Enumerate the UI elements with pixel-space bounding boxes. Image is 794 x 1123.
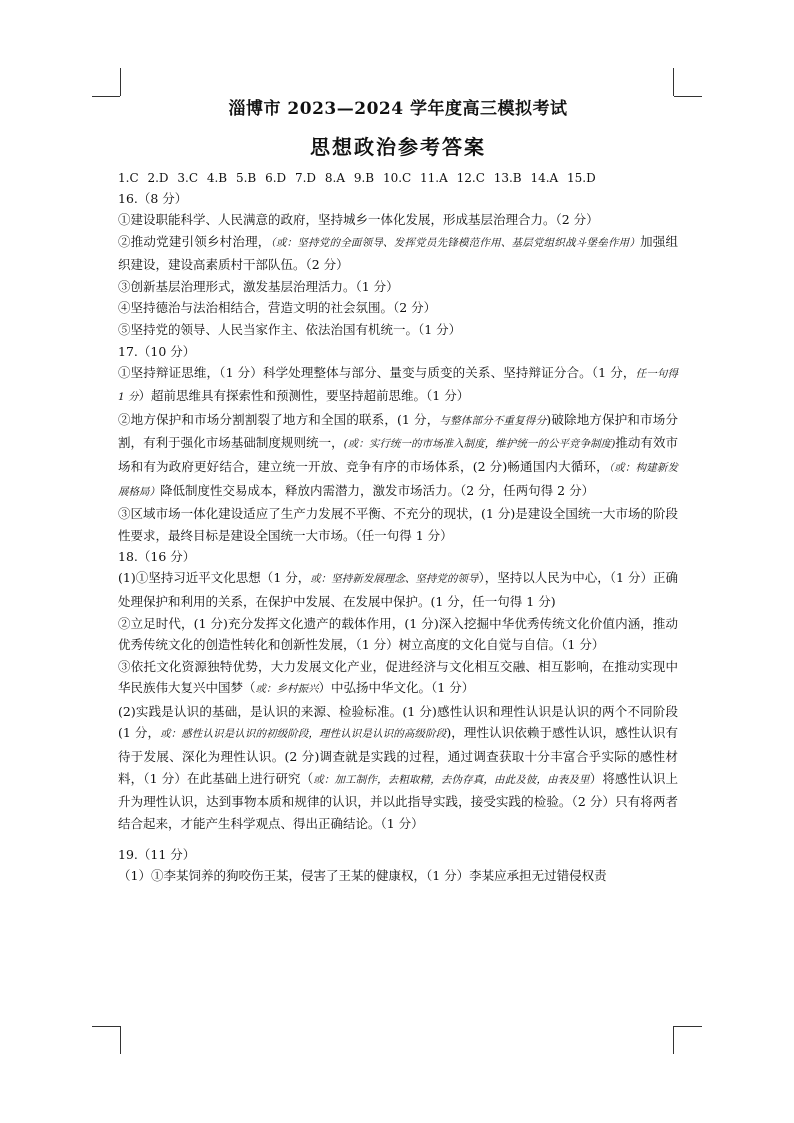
crop-mark-top-left — [120, 68, 121, 96]
q17-point-1-text-end: ）超前思维具有探索性和预测性，要坚持超前思维。（1 分） — [138, 388, 470, 404]
q17-point-2-text: 推动有效市场和有为政府更好结合，建立统一开放、竞争有序的市场体系，(2 分)畅通国内大循环， — [118, 435, 678, 474]
choice-answer: 6.D — [265, 171, 287, 185]
q16-point-2-text: ②推动党建引领乡村治理， — [118, 233, 271, 249]
choice-answers — [118, 168, 678, 188]
choice-answer: 2.D — [147, 171, 169, 185]
q17-point-2-text: ②地方保护和市场分割割裂了地方和全国的联系，(1 分， — [118, 411, 440, 427]
q17-point-2-note: （或：构建新发展格局） — [118, 461, 679, 498]
q16-heading: 16.（8 分） — [118, 191, 188, 206]
q16-point-4: ④坚持德治与法治相结合，营造文明的社会氛围。（2 分） — [118, 300, 437, 316]
q16-point-2-text-end: 加强组织建设，建设高素质村干部队伍。（2 分） — [118, 233, 678, 273]
q16-point-2-note: （或：坚持党的全面领导、发挥党员先锋模范作用、基层党组织战斗堡垒作用） — [270, 236, 641, 249]
q17-point-2-note: (或：实行统一的市场准入制度，维护统一的公平竞争制度) — [343, 438, 616, 451]
q18-text: ③依托文化资源独特优势，大力发展文化产业，促进经济与文化相互交融、相互影响，在推动实现中华民族伟大复兴中国梦（ — [118, 658, 678, 696]
q18-text: ），坚持以人民为中心，（1 分）正确处理保护和利用的关系，在保护中发展、在发展中保护。(1 分，任一句得 1 分) — [118, 570, 679, 609]
q18-heading: 18.（16 分） — [118, 549, 196, 565]
choice-answer: 14.A — [530, 171, 559, 185]
choice-answer: 9.B — [353, 171, 375, 185]
crop-mark-top-right — [673, 68, 674, 96]
crop-mark-bottom-left — [120, 1026, 121, 1054]
q19-part1: （1）①李某饲养的狗咬伤王某，侵害了王某的健康权，（1 分）李某应承担无过错侵权责 — [118, 868, 607, 884]
q17-point-2-text: )破除地方保护和市场分割，有利于强化市场基础制度规则统一， — [118, 411, 678, 451]
q18-part1-point-1 — [118, 567, 678, 612]
q18-part1-point-3 — [118, 656, 678, 701]
crop-mark-bottom-right — [674, 1026, 702, 1027]
q17-point-2 — [118, 409, 678, 503]
q18-note: 或：加工制作，去粗取精，去伪存真，由此及彼，由表及里 — [313, 773, 590, 786]
q18-note: 或：乡村振兴 — [255, 683, 319, 696]
q16-point-1: ①建设职能科学、人民满意的政府，坚持城乡一体化发展，形成基层治理合力。（2 分） — [118, 212, 599, 227]
q18-text: (2)实践是认识的基础，是认识的来源、检验标准。(1 分)感性认识和理性认识是认识的两个不同阶段(1 分， — [118, 703, 678, 741]
choice-answer: 8.A — [324, 171, 345, 185]
q17-point-1-note: 任一句得 1 分 — [118, 367, 679, 404]
document-subtitle: 思想政治参考答案 — [310, 135, 486, 159]
crop-mark-bottom-right — [673, 1026, 674, 1054]
q18-text: ）中弘扬中华文化。（1 分） — [318, 680, 475, 696]
crop-mark-top-left — [92, 96, 120, 97]
crop-mark-top-right — [674, 96, 702, 97]
q18-part1-point-2: ②立足时代，(1 分)充分发挥文化遗产的载体作用，(1 分)深入挖掘中华优秀传统文化价值内涵，推动优秀传统文化的创造性转化和创新性发展，（1 分）树立高度的文化自觉与自信。（1 分） — [118, 615, 678, 653]
choice-answer: 1.C — [118, 171, 139, 185]
choice-answer: 11.A — [420, 171, 448, 185]
q17-point-2-note: 与整体部分不重复得分 — [439, 414, 547, 427]
choice-answer: 4.B — [206, 171, 228, 185]
q17-point-2-text: 降低制度性交易成本，释放内需潜力，激发市场活力。（2 分，任两句得 2 分） — [160, 482, 595, 498]
spacer — [118, 834, 678, 844]
q19-heading: 19.（11 分） — [118, 847, 196, 863]
choice-answer: 12.C — [456, 171, 485, 185]
q17-point-3: ③区域市场一体化建设适应了生产力发展不平衡、不充分的现状，(1 分)是建设全国统一大市场的阶段性要求，最终目标是建设全国统一大市场。（任一句得 1 分） — [118, 506, 678, 543]
choice-answer: 15.D — [567, 171, 596, 185]
choice-answer: 3.C — [177, 171, 199, 185]
q18-part2 — [118, 701, 678, 835]
q16-point-2 — [118, 231, 678, 276]
q16-point-3: ③创新基层治理形式，激发基层治理活力。（1 分） — [118, 278, 399, 294]
q17-heading: 17.（10 分） — [118, 343, 196, 359]
q17-point-1-text: ①坚持辩证思维，（1 分）科学处理整体与部分、量变与质变的关系、坚持辩证分合。（1 分， — [118, 364, 636, 380]
q17-point-1 — [118, 362, 678, 409]
q16-point-5: ⑤坚持党的领导、人民当家作主、依法治国有机统一。（1 分） — [118, 321, 462, 337]
q18-note: 或：坚持新发展理念、坚持党的领导 — [310, 573, 479, 586]
document-title: 淄博市 2023—2024 学年度高三模拟考试 — [228, 99, 568, 119]
choice-answer: 7.D — [294, 171, 317, 185]
q18-text: )，理性认识依赖于感性认识，感性认识有待于发展、深化为理性认识。(2 分)调查就是实践的过程，通过调查获取十分丰富合乎实际的感性材料，（1 分）在此基础上进行研究（ — [118, 725, 678, 786]
choice-answer: 5.B — [235, 171, 257, 185]
choice-answer: 10.C — [382, 171, 412, 185]
q18-note: 或：感性认识是认识的初级阶段，理性认识是认识的高级阶段 — [160, 728, 447, 741]
answer-sheet — [118, 98, 678, 887]
q18-text: (1)①坚持习近平文化思想（1 分， — [118, 570, 311, 586]
choice-answer: 13.B — [493, 171, 522, 185]
crop-mark-bottom-left — [92, 1026, 120, 1027]
q18-text: ）将感性认识上升为理性认识，达到事物本质和规律的认识，并以此指导实践，接受实践的检验。（2 分）只有将两者结合起来，才能产生科学观点、得出正确结论。（1 分） — [118, 770, 678, 831]
